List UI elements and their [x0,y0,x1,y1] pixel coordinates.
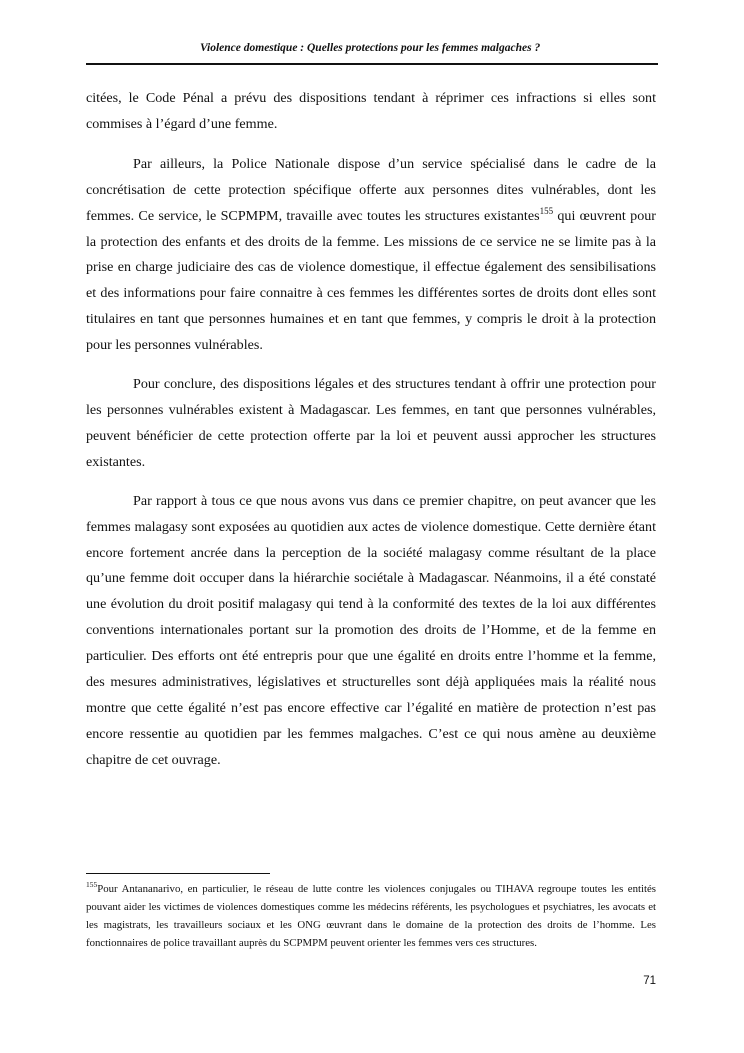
footnote-rule [86,873,270,874]
page-number: 71 [643,975,656,987]
paragraph: Par rapport à tous ce que nous avons vus dans ce premier chapitre, on peut avancer que les femmes malagasy sont exposées au quotidien aux actes de violence domestique. Cette dernière étant encore fortement ancrée dans la perception de la société malagasy comme résultant de la place qu’une femme doit occuper dans la hiérarchie sociétale à Madagascar. Néanmoins, il a été constaté une évolution du droit positif malagasy qui tend à la conformité des textes de la loi aux différentes conventions internationales portant sur la promotion des droits de l’Homme, et de la femme en particulier. Des efforts ont été entrepris pour que une égalité en droits entre l’homme et la femme, des mesures administratives, législatives et structurelles sont déjà appliquées mais la réalité nous montre que cette égalité n’est pas encore effective car l’égalité en matière de protection n’est pas encore ressentie au quotidien par les femmes malgaches. C’est ce qui nous amène au deuxième chapitre de cet ouvrage. [86,492,656,768]
header-rule [86,63,658,65]
footnote [86,880,656,952]
paragraph-text: Par ailleurs, la Police Nationale dispose d’un service spécialisé dans le cadre de la concrétisation de cette protection spécifique offerte aux personnes dites vulnérables, dont les femmes. Ce service, le SCPMPM, travaille avec toutes les structures existantes [86,155,656,224]
running-header: Violence domestique : Quelles protections pour les femmes malgaches ? [200,42,541,54]
paragraph: citées, le Code Pénal a prévu des dispositions tendant à réprimer ces infractions si elles sont commises à l’égard d’une femme. [86,90,656,132]
paragraph [86,152,656,359]
footnote-reference: 155 [539,205,554,216]
paragraph-text: qui œuvrent pour la protection des enfants et des droits de la femme. Les missions de ce service ne se limite pas à la prise en charge judiciaire des cas de violence domestique, il effectue également des sensibilisations et des informations pour faire connaitre à ces femmes les différentes sortes de droits dont elles sont titulaires en tant que personnes humaines et en tant que femmes, y compris le droit à la protection pour les personnes vulnérables. [86,207,656,354]
body-text [86,86,656,787]
paragraph: Pour conclure, des dispositions légales et des structures tendant à offrir une protection pour les personnes vulnérables existent à Madagascar. Les femmes, en tant que personnes vulnérables, peuvent bénéficier de cette protection offerte par la loi et peuvent aussi approcher les structures existantes. [86,376,656,470]
footnote-number: 155 [86,880,98,889]
footnote-text: Pour Antananarivo, en particulier, le réseau de lutte contre les violences conjugales ou TIHAVA regroupe toutes les entités pouvant aider les victimes de violences domestiques comme les médecins référents, les psychologues et psychiatres, les avocats et les magistrats, les travailleurs sociaux et les ONG œuvrant dans le domaine de la protection des droits de l’homme. Les fonctionnaires de police travaillant auprès du SCPMPM peuvent orienter les femmes vers ces structures. [86,883,656,949]
